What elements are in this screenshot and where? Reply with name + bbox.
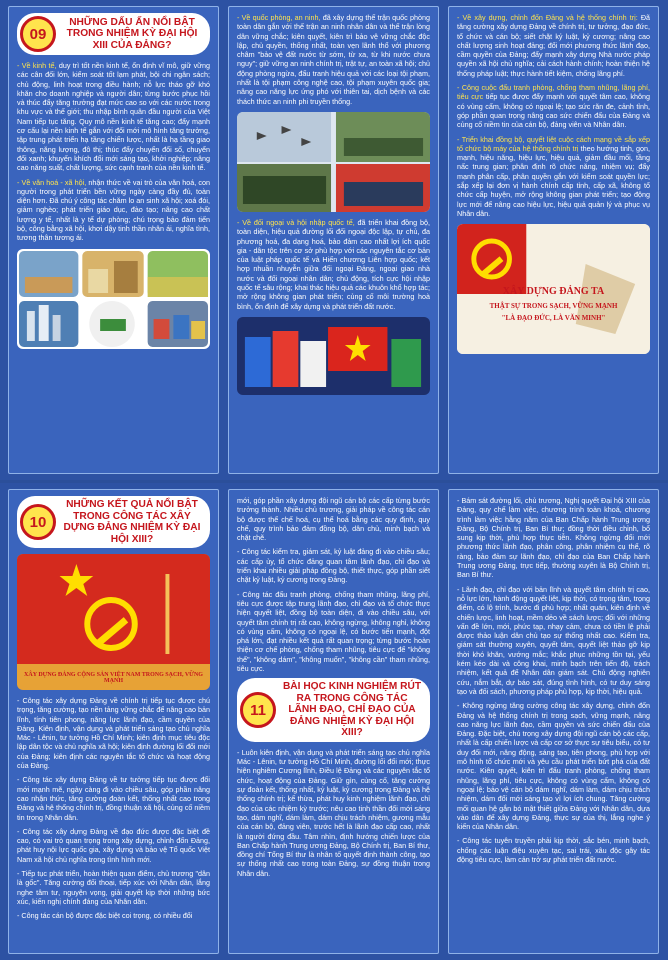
paragraph: - Bám sát đường lối, chủ trương, Nghị quyết Đại hội XIII của Đảng, quy chế làm việc, chương trình toàn khoá, chương trình làm việc hằng năm của Ban Chấp hành Trung ương Đảng, Bộ Chính trị, Ban Bí thư; đồng thời điều chỉnh, bổ sung kịp thời, phù hợp thực tiễn. Không ngừng đổi mới phương thức lãnh đạo, phân công, phân nhiệm cụ thể, rõ ràng, bảo đảm sự lãnh đạo, chỉ đạo của Ban Chấp hành Trung ương Đảng, trực tiếp, thường xuyên là Bộ Chính trị, Ban Bí thư. <box>457 496 650 580</box>
paragraph-party-building <box>457 13 650 78</box>
highlight-label: - Về đối ngoại và hội nhập quốc tế, <box>237 217 355 227</box>
paragraph-economy <box>17 61 210 173</box>
flags-image <box>237 317 430 395</box>
question-number-badge: 09 <box>20 16 56 52</box>
highlight-label: - Về kinh tế, <box>17 61 57 70</box>
paragraph-foreign-affairs <box>237 218 430 311</box>
paragraph: - Công tác tuyên truyền phải kịp thời, sắc bén, minh bạch, chống các luận điệu xuyên tạc, sai trái, xâu độc gây tác động tiêu cực, làm cản trở sự phát triển đất nước. <box>457 836 650 864</box>
s11-header <box>237 678 430 742</box>
question-title: NHỮNG DẤU ẤN NỔI BẬT TRONG NHIỆM KỲ ĐẠI HỘI XIII CỦA ĐẢNG? <box>66 16 198 51</box>
highlight-label: - Triển khai đồng bộ, quyết liệt cuộc cách mạng về sắp xếp tổ chức bộ máy của hệ thống chính trị <box>457 134 650 153</box>
paragraph: - Công tác đấu tranh phòng, chống tham nhũng, lãng phí, tiêu cực được tập trung lãnh đạo, chỉ đạo và tổ chức thực hiện quyết liệt, đồng bộ toàn diện, đi vào chiều sâu, với quyết tâm chính trị rất cao, không ngừng, không nghỉ, không có vùng cấm, không có ngoại lệ, có bước tiến mạnh, đột phá lớn, đạt nhiều kết quả rất quan trọng; từng bước hoàn thiện cơ chế phòng, chống tham nhũng, tiêu cực để "không thể", "không dám", "không muốn", "không cần" tham nhũng, tiêu cực. <box>237 589 430 674</box>
s9-column-3 <box>448 6 659 474</box>
paragraph-text: đã xây dựng thế trận quốc phòng toàn dân gắn với thế trận an ninh nhân dân và thế trận lòng dân vững chắc; kiên quyết, kiên trì bảo vệ vững chắc độc lập, chủ quyền, thống nhất, toàn vẹn lãnh thổ với phương châm "bảo vệ đất nước từ sớm, từ xa, từ khi nước chưa nguy"; giữ vững an ninh chính trị, trật tự, an toàn xã hội; chủ động phòng ngừa, đấu tranh hiệu quả với các loại tội phạm, nhất là tội phạm công nghệ cao, tội phạm xuyên quốc gia; nâng cao năng lực ứng phó với thiên tai, dịch bệnh và các thách thức an ninh phi truyền thống. <box>237 13 430 106</box>
military-parade-image <box>237 112 430 212</box>
paragraph-text: Đã tăng cường xây dựng Đảng về chính trị, tư tưởng, đạo đức, tổ chức và cán bộ; siết chặt kỷ luật, kỷ cương; nâng cao chất lượng sinh hoạt đảng; đổi mới phương thức lãnh đạo, cầm quyền của Đảng; đẩy mạnh xây dựng Nhà nước pháp quyền xã hội chủ nghĩa; cải cách hành chính; hoàn thiện hệ thống pháp luật; thực hành tiết kiệm, chống lãng phí. <box>457 13 651 78</box>
paragraph: - Công tác xây dựng Đảng về đạo đức được đặc biệt đề cao, có vai trò quan trọng trong xây dựng, chỉnh đốn Đảng, phát huy nội lực quốc gia, xây dựng và bảo vệ Tổ quốc Việt Nam xã hội chủ nghĩa trong tình hình mới. <box>17 826 210 864</box>
question-title: NHỮNG KẾT QUẢ NỔI BẬT TRONG CÔNG TÁC XÂY DỰNG ĐẢNG NHIỆM KỲ ĐẠI HỘI XIII? <box>63 499 201 545</box>
question-title: BÀI HỌC KINH NGHIỆM RÚT RA TRONG CÔNG TÁC LÃNH ĐẠO, CHỈ ĐẠO CỦA ĐẢNG NHIỆM KỲ ĐẠI HỘI XIII? <box>282 681 422 739</box>
question-number-badge: 10 <box>20 504 56 540</box>
question-number-badge: 11 <box>240 692 276 728</box>
economy-collage-image <box>17 249 210 349</box>
highlight-label: - Công cuộc đấu tranh phòng, chống tham nhũng, lãng phí, tiêu cực <box>457 83 650 102</box>
paragraph: mới, góp phần xây dựng đội ngũ cán bộ các cấp từng bước trưởng thành. Nhiều chủ trương, giải pháp về công tác cán bộ được thể chế hoá, cụ thể hoá bằng các quy định, quy chế, quy trình bảo đảm đồng bộ, dân chủ, minh bạch và chặt chẽ. <box>237 496 430 543</box>
party-poster-image <box>457 224 650 354</box>
s9-column-2 <box>228 6 439 474</box>
paragraph-text: đã triển khai đồng bộ, toàn diện, hiệu quả đường lối đối ngoại độc lập, tự chủ, đa phương hoá, đa dạng hoá, bảo đảm cao nhất lợi ích quốc gia - dân tộc trên cơ sở phù hợp với các nguyên tắc cơ bản của luật pháp quốc tế và Hiến chương Liên hợp quốc; kết hợp nhuần nhuyễn giữa đối ngoại Đảng, ngoại giao nhà nước và đối ngoại nhân dân; chủ động, tích cực hội nhập quốc tế sâu rộng; khai thác hiệu quả các khuôn khổ hợp tác; mở rộng không gian phát triển; củng cố môi trường hoà bình, ổn định để xây dựng và phát triển đất nước. <box>237 217 430 311</box>
paragraph-text: nhận thức về vai trò của văn hoá, con người trong phát triển bền vững ngày càng đầy đủ, toàn diện hơn. Đã chú ý công tác chăm lo an sinh xã hội; xoá đói, giảm nghèo; phát triển giáo dục, đào tạo; nâng cao chất lượng y tế, nhất là y tế dự phòng; chú trọng bảo đảm tiến bộ, công bằng xã hội, khơi dậy tinh thần nhân ái, nghĩa tình, tương thân tương ái. <box>17 177 210 243</box>
paragraph-anti-corruption <box>457 83 650 129</box>
paragraph-culture <box>17 178 210 243</box>
highlight-label: - Về xây dựng, chỉnh đốn Đảng và hệ thống chính trị: <box>457 13 638 22</box>
s11-column-3 <box>448 489 659 954</box>
paragraph-text: theo hướng tinh, gọn, mạnh, hiệu năng, hiệu lực, hiệu quả, giảm đầu mối, tầng nấc trung gian; phân định rõ chức năng, nhiệm vụ; đẩy mạnh phân cấp, phân quyền gắn với kiểm soát quyền lực; sắp xếp lại đơn vị hành chính cấp tỉnh, cấp xã, không tổ chức cấp huyện, mở rộng không gian phát triển; tạo động lực mới để nâng cao hiệu lực, hiệu quả quản lý và phục vụ Nhân dân. <box>457 143 650 218</box>
paragraph-apparatus <box>457 135 650 219</box>
s9-column-1 <box>8 6 219 474</box>
paragraph: - Không ngừng tăng cường công tác xây dựng, chỉnh đốn Đảng và hệ thống chính trị trong sạch, vững mạnh, nâng cao năng lực lãnh đạo, cầm quyền và sức chiến đấu của Đảng. Đặc biệt, chú trọng xây dựng đội ngũ cán bộ các cấp, nhất là cấp chiến lược và cấp cơ sở thực sự tiêu biểu, có tư duy đổi mới, năng động, sáng tạo, tiên phong, phù hợp với mô hình tổ chức mới và yêu cầu phát triển bứt phá của đất nước. Kiên quyết, kiên trì đấu tranh phòng, chống tham nhũng, lãng phí, tiêu cực, không có vùng cấm, không có ngoại lệ; bảo vệ cán bộ dám nghĩ, dám làm, dám chịu trách nhiệm, dám đổi mới sáng tạo vì lợi ích chung. Tăng cường mối quan hệ gắn bó mật thiết giữa Đảng với Nhân dân, dựa vào dân để xây dựng Đảng, thực sự của thị, lắng nghe ý kiến của Nhân dân. <box>457 701 650 832</box>
poster-title: XÂY DỰNG ĐẢNG TA <box>502 286 605 298</box>
s10-column-2 <box>228 489 439 954</box>
paragraph-text: tiếp tục được đẩy mạnh với quyết tâm cao, không có vùng cấm, không có ngoại lệ; tạo sức răn đe, cảnh tỉnh, góp phần quan trọng nâng cao sức chiến đấu của Đảng và củng cố niềm tin của cán bộ, đảng viên và Nhân dân. <box>457 92 650 130</box>
banner-slogan: XÂY DỰNG ĐẢNG CỘNG SẢN VIỆT NAM TRONG SẠCH, VỮNG MẠNH <box>24 672 203 684</box>
paragraph: - Lãnh đạo, chỉ đạo với bản lĩnh và quyết tâm chính trị cao, nỗ lực lớn, hành động quyết liệt, kịp thời, có trọng tâm, trọng điểm, có lộ trình, bước đi phù hợp; nhất quán, kiên định về chiến lược, linh hoạt, mềm dẻo về sách lược; đối với những vấn đề lớn, mới, phức tạp, nhạy cảm, chưa có tiền lệ phải được thảo luận dân chủ tạo sự thống nhất cao. Kiểm tra, giám sát thường xuyên, quyết tâm, quyết liệt thảo gỡ kịp thời khó khăn, vướng mắc; khắc phục những tồn tại, yếu kém kéo dài và công khai, minh bạch trên tiến độ, trách nhiệm, kết quả để Nhân dân giám sát. Chủ động nghiên cứu, nắm bắt, dự báo sát, đúng tình hình, có tư duy sáng tạo và đối sách, phương pháp phù hợp, kịp thời, hiệu quả. <box>457 584 650 696</box>
paragraph: - Công tác xây dựng Đảng về chính trị tiếp tục được chú trọng, tăng cường, tạo nền tảng vững chắc để nâng cao bản lĩnh, tính tiên phong, năng lực lãnh đạo, cầm quyền của Đảng. Kiên định, vận dụng và phát triển sáng tạo chủ nghĩa Mác - Lênin, tư tưởng Hồ Chí Minh; kiên định mục tiêu độc lập dân tộc và chủ nghĩa xã hội; kiên định đường lối đổi mới của Đảng; kiên định các nguyên tắc tổ chức và hoạt động của Đảng. <box>17 696 210 771</box>
paragraph: - Công tác xây dựng Đảng về tư tưởng tiếp tục được đổi mới mạnh mẽ, ngày càng đi vào chiều sâu, góp phần nâng cao nhận thức, tăng cường đoàn kết, thống nhất cao trong Đảng và hệ thống chính trị, đồng thuận xã hội, củng cố niềm tin trong Nhân dân. <box>17 775 210 822</box>
paragraph: - Luôn kiên định, vận dụng và phát triển sáng tạo chủ nghĩa Mác - Lênin, tư tưởng Hồ Chí Minh, đường lối đổi mới; thực hiện nghiêm Cương lĩnh, Điều lệ Đảng và các nguyên tắc tổ chức, hoạt động của Đảng. Giữ gìn, củng cố, tăng cường sự đoàn kết, thống nhất, kỷ luật, kỷ cương trong Đảng và hệ thống chính trị; kế thừa, phát huy kinh nghiệm lãnh đạo, chỉ đạo của các nhiệm kỳ trước; nêu cao tinh thần đổi mới sáng tạo, dám nghĩ, dám làm, dám chịu trách nhiệm, gương mẫu của cán bộ, đảng viên, trước hết là lãnh đạo cấp cao, nhất là người đứng đầu. Tâm nhìn, định hướng chiến lược của Ban Chấp hành Trung ương Đảng, Bộ Chính trị, Ban Bí thư, đồng chí Tổng Bí thư là nhân tố quyết định thành công, tạo sự thống nhất cao trong toàn Đảng, sự đồng thuận trong Nhân dân. <box>237 747 430 878</box>
paragraph-text: duy trì tốt nền kinh tế, ổn định vĩ mô, giữ vững các cân đối lớn, kiểm soát tốt lạm phát, bội chi ngân sách; chủ động, linh hoạt trong điều hành; nỗ lực tháo gỡ khó khăn cho doanh nghiệp và người dân; từng bước phục hồi và thúc đẩy tăng trưởng đạt mức cao so với các nước trong khu vực và thế giới; thu nhập bình quân đầu người của Việt Nam tiếp tục tăng. Quy mô nền kinh tế tăng cao; đẩy mạnh cơ cấu lại nền kinh tế gắn với đổi mới mô hình tăng trưởng, tập trung phát triển hạ tầng chiến lược, nhất là hạ tầng giao thông, năng lượng, đô thị; thúc đẩy chuyển đổi số, chuyển đổi xanh; khuyến khích đổi mới sáng tạo, khởi nghiệp; nâng cao năng suất, chất lượng, sức cạnh tranh của nền kinh tế. <box>17 61 210 173</box>
paragraph-defense <box>237 13 430 106</box>
highlight-label: - Về quốc phòng, an ninh, <box>237 13 321 22</box>
s9-header <box>17 13 210 55</box>
s10-header <box>17 496 210 548</box>
poster-tagline: "LÀ ĐẠO ĐỨC, LÀ VĂN MINH" <box>501 314 606 323</box>
section-10-11 <box>0 483 668 960</box>
paragraph: - Công tác cán bộ được đặc biệt coi trọng, có nhiều đổi <box>17 911 193 921</box>
party-flag-image <box>17 554 210 690</box>
poster-subtitle: THẬT SỰ TRONG SẠCH, VỮNG MẠNH <box>489 302 618 311</box>
paragraph: - Tiếp tục phát triển, hoàn thiện quan điểm, chủ trương "dân là gốc". Tăng cường đối thoại, tiếp xúc với Nhân dân, lắng nghe tâm tư, nguyện vọng, giải quyết kịp thời những bức xúc, kiến nghị chính đáng của Nhân dân. <box>17 869 210 906</box>
s10-column-1 <box>8 489 219 954</box>
paragraph: - Công tác kiểm tra, giám sát, kỷ luật đảng đi vào chiều sâu; các cấp ủy, tổ chức đảng quan tâm lãnh đạo, chỉ đạo và triển khai nhiều giải pháp đồng bộ, thiết thực, góp phần siết chặt kỷ luật, kỷ cương trong Đảng. <box>237 547 430 585</box>
highlight-label: - Về văn hoá - xã hội, <box>17 177 87 187</box>
